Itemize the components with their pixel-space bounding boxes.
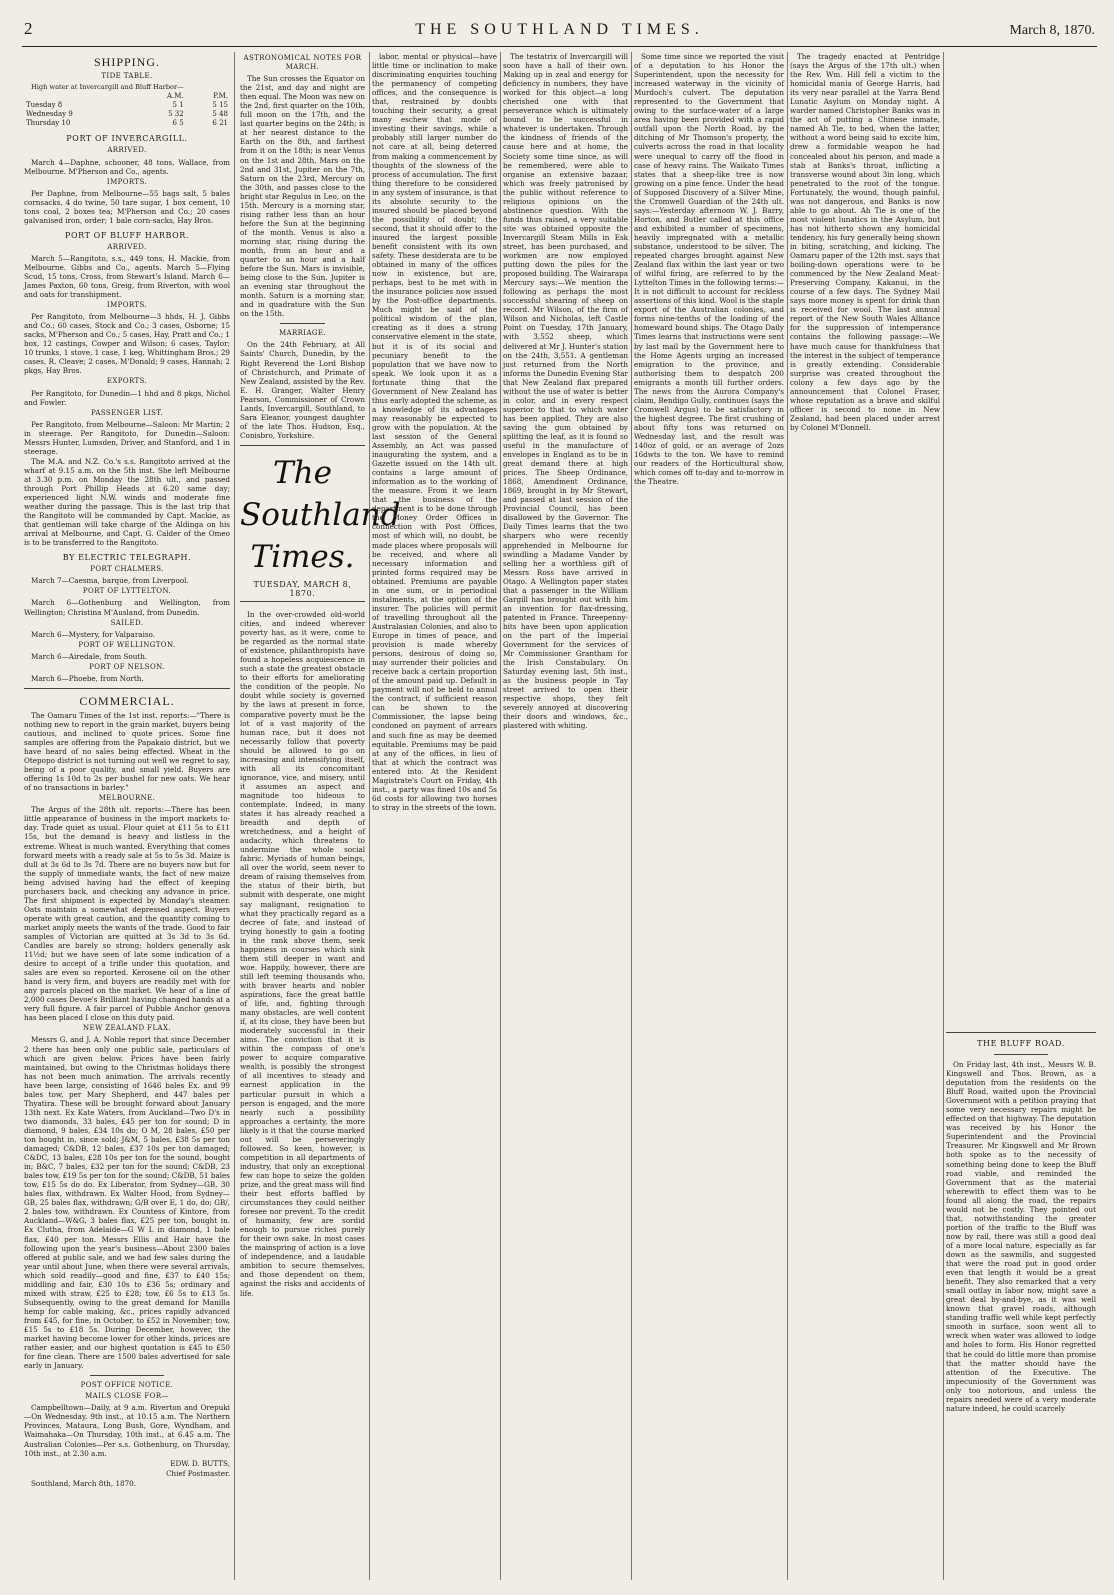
column-astronomy-leader [240, 52, 401, 1580]
post-office-heading: POST OFFICE NOTICE. [80, 1381, 174, 1390]
sub-heading: IMPORTS. [106, 177, 148, 186]
tide-caption: High water at Invercargill and Bluff Harbor— [31, 83, 184, 92]
shipping-entry: Per Rangitoto, from Melbourne—Saloon: Mr Martin; 2 in steerage. Per Rangitoto, for Dunedin—Saloon: Messrs Hunter, Lumsden, Driver, and Stanford, and 1 in steerage. [24, 419, 230, 456]
tide-table [24, 92, 230, 128]
port-heading: PORT OF INVERCARGILL. [66, 134, 188, 144]
tide-cell: Wednesday 9 [26, 110, 73, 119]
port-heading: PORT OF WELLINGTON. [78, 640, 176, 649]
sub-heading: ARRIVED. [107, 146, 147, 155]
shipping-entry: March 6—Mystery, for Valparaiso. [31, 629, 156, 639]
column-rule [369, 52, 370, 1580]
telegraph-heading: BY ELECTRIC TELEGRAPH. [62, 553, 192, 563]
column-rule [943, 52, 944, 1580]
masthead [22, 19, 1097, 47]
divider [90, 1375, 164, 1376]
postmaster-name: EDW. D. BUTTS, [170, 1458, 230, 1468]
tide-cell: 5 48 [212, 110, 228, 119]
tide-cell: 6 5 [172, 119, 184, 128]
section-heading-commercial: COMMERCIAL. [79, 693, 175, 708]
port-heading: PORT OF LYTTELTON. [82, 587, 172, 596]
shipping-note: The M.A. and N.Z. Co.'s s.s. Rangitoto arrived at the wharf at 9.15 a.m. on the 5th inst. She left Melbourne at 3.30 p.m. on Monday the 28th ult., and passed through Port Phillip Heads at 6.20 same day; experienced light N.W. winds and moderate fine weather during the passage. This is the last trip that the Rangitoto will be commanded by Capt. Mackie, as that gentleman will take charge of the Aldinga on his arrival at Melbourne, and Capt. G. Calder of the Omeo is to be transferred to the Rangitoto. [24, 456, 230, 548]
commercial-paragraph: The Oamaru Times of the 1st inst. reports:—"There is nothing new to report in the grain market, buyers being cautious, and inclined to quote prices. Some fine samples are offering from the Papakaio district, but we have heard of no sales being effected. Wheat in the Otepopo district is not turning out well we regret to say, being of a poor quality, and small yield. Buyers are offering 1s 10d to 2s per bushel for new oats. We hear of no transactions in barley." [24, 710, 230, 793]
shipping-entry: March 6—Phoebe, from North. [31, 673, 144, 683]
sub-heading: IMPORTS. [106, 301, 148, 310]
issue-date: March 8, 1870. [1009, 23, 1095, 38]
column-rule [631, 52, 632, 1580]
shipping-entry: Per Rangitoto, from Melbourne—3 hhds, H. J. Gibbs and Co.; 60 cases, Stock and Co.; 3 cases, Osborne; 15 sacks, M'Pherson and Co.; 5 cases, Hay, Pratt and Co.; 1 box, 12 castings, Cowper and Wilson; 6 cases, Taylor; 10 trunks, 1 stove, 1 case, 1 keg, Whittingham Bros.; 29 cases, R. Cleave; 2 cases, M'Donald; 9 cases, Hannah; 2 pkgs, Hay Bros. [24, 312, 230, 376]
column-rule [787, 52, 788, 1580]
column-4 [503, 52, 628, 1580]
shipping-entry: March 4—Daphne, schooner, 48 tons, Wallace, from Melbourne. M'Pherson and Co., agents. [24, 157, 230, 176]
port-heading: PORT OF BLUFF HARBOR. [64, 230, 190, 240]
tide-header-cell: A.M. [166, 92, 184, 101]
sub-heading: NEW ZEALAND FLAX. [83, 1024, 171, 1033]
tide-cell: Tuesday 8 [26, 101, 63, 110]
tide-cell: 5 1 [172, 101, 184, 110]
tide-row [24, 119, 230, 128]
postmaster-title: Chief Postmaster. [166, 1468, 230, 1478]
shipping-entry: Per Daphne, from Melbourne—55 bags salt, 5 bales cornsacks, 4 do twine, 50 tare sugar, 1 box cement, 10 tons coal, 2 boxes tea; M'Pherson and Co.; 20 cases galvanised iron, order; 1 bale corn-sacks, Hay Bros. [24, 188, 230, 225]
marriage-heading: MARRIAGE. [278, 329, 327, 338]
shipping-entry: Per Rangitoto, for Dunedin—1 hhd and 8 pkgs, Nichol and Fowler. [24, 388, 230, 407]
tide-cell: Thursday 10 [26, 119, 71, 128]
column-rule [500, 52, 501, 1580]
sub-heading: EXPORTS. [106, 377, 148, 386]
shipping-entry: March 7—Caesma, barque, from Liverpool. [31, 576, 189, 586]
port-heading: PORT OF NELSON. [89, 662, 165, 671]
article-text: The testatrix of Invercargill will soon have a hall of their own. Making up in zeal and energy for deficiency in numbers, they have worked for this object—a long cherished one with that perseverance which is ultimately bound to be successful in whatever is undertaken. Through the kindness of friends of the cause here and at home, the Society some time since, as will be remembered, were able to organise an extensive bazaar, which was freely patronised by the public without reference to religious opinions on the abstinence question. With the funds thus raised, a very suitable site was obtained opposite the Invercargill Steam Mills in Esk street, has been purchased, and workmen are now employed putting down the piles for the proposed building. The Wairarapa Mercury says:—We mention the following as perhaps the most successful shearing of sheep on record. Mr Wilson, of the firm of Wilson and Nicholas, left Castle Point on Tuesday, 17th January, with 3,552 sheep, which delivered at Mr J. Hunter's station on the 24th, 3,551. A gentleman just returned from the North informs the Dunedin Evening Star that New Zealand flax prepared without the use of water is better in color, and in every respect superior to that to which water has been applied. They are also saving the gum obtained by splitting the leaf, as it is found so useful in the manufacture of envelopes in England as to be in great demand there at high prices. The Sheep Ordinance, 1868, Amendment Ordinance, 1869, brought in by Mr Stewart, and passed at last session of the Provincial Council, has been disallowed by the Governor. The Daily Times learns that the two sharpers who were recently apprehended in Melbourne for swindling a Madame Vander by selling her a worthless gift of Messrs Ross have arrived in Otago. A Wellington paper states that a passenger in the William Gargill has brought out with him an invention for flax-dressing, patented in France. Threepenny-bits have been upon application on the part of the Imperial Government for the services of Mr Commissioner Grantham for the Irish Constabulary. On Saturday evening last, 5th inst., as the business people in Tay street arrived to open their respective shops, they felt severely annoyed at discovering their doors and windows, &c., plastered with whiting. [503, 52, 628, 731]
leader-date: TUESDAY, MARCH 8, 1870. [240, 580, 365, 602]
sub-heading: MELBOURNE. [98, 794, 156, 803]
divider [994, 1054, 1048, 1055]
leader-article: In the over-crowded old-world cities, and indeed wherever poverty has, as it were, come to be regarded as the normal state of existence, philanthropists have found a hopeless acquiescence in such a state the greatest obstacle to their efforts for ameliorating the condition of the people. No doubt while society is governed by the laws at present in force, comparative poverty must be the lot of a vast majority of the human race, but it does not necessarily follow that poverty should be allowed to go on increasing and intensifying itself, with all its concomitant ignorance, vice, and misery, until it assumes an aspect and magnitude too hideous to contemplate. Indeed, in many states it has already reached a breadth and depth of wretchedness, and a height of audacity, which threatens to undermine the whole social fabric. Myriads of human beings, all over the world, seem never to dream of raising themselves from the status of their birth, but submit with desperate, one might say malignant, resignation to what they practically regard as a decree of fate, and instead of trying honestly to gain a footing in the rank above them, seek happiness in courses which sink them still deeper in want and woe. Happily, however, there are still left teeming thousands who, with braver hearts and nobler aspirations, face the great battle of life, and, fighting through many obstacles, are well content if, at its close, they have been but moderately successful in their aims. The conviction that it is within the compass of one's power to acquire comparative wealth, is possibly the strongest of all incentives to steady and earnest application in the particular pursuit in which a person is engaged, and the more nearly such a possibility approaches a certainty, the more likely is it that the course marked out will be perseveringly followed. So keen, however, is competition in all departments of industry, that only an exceptional few can hope to seize the golden prize, and the great mass will find their best efforts baffled by circumstances they could neither foresee nor prevent. To the credit of humanity, few are sordid enough to pursue riches purely for their own sake. In most cases the mainspring of action is a love of independence, and a laudable ambition to secure themselves, and those dependent on them, against the risks and accidents of life. [240, 610, 365, 1298]
bluff-road-article: On Friday last, 4th inst., Messrs W. B. Kingswell and Thos. Brown, as a deputation from the residents on the Bluff Road, waited upon the Provincial Government with a petition praying that some very necessary repairs might be effected on that highway. The deputation was received by his Honor the Superintendent and the Provincial Treasurer. Mr Kingswell and Mr Brown both spoke as to the necessity of something being done to keep the Bluff road viable, and reminded the Government that as the material wherewith to effect them was to be found all along the road, the repairs would not be costly. They pointed out that, notwithstanding the greater portion of the traffic to the Bluff was now by rail, there was still a good deal of a more local nature, especially as far down as the sawmills, and suggested that were the road put in good order even that length it would be a great benefit. They also remarked that a very small outlay in labor now, might save a great deal by-and-bye, as it was well known that gravel roads, although standing traffic well while kept perfectly smooth in surface, soon went all to wreck when water was allowed to lodge and holes to form. His Honor regretted that he could do little more than promise that the matter should have the attention of the Executive. The impecuniosity of the Government was only too notorious, and unless the repairs needed were of a very moderate nature indeed, he could scarcely [946, 1060, 1096, 1413]
divider [280, 323, 325, 324]
column-3 [372, 52, 497, 1580]
astronomy-heading: ASTRONOMICAL NOTES FOR MARCH. [243, 54, 362, 72]
article-text: The tragedy enacted at Pentridge (says the Argus of the 17th ult.) when the Rev. Wm. Hill fell a victim to the homicidal mania of George Harris, had its very near parallel at the Yarra Bend Lunatic Asylum on Monday night. A warder named Christopher Banks was in the act of putting a Chinese inmate, named Ah Tie, to bed, when the latter, without a word being said to excite him, drew a formidable weapon he had concealed about his person, and made a stab at Banks's throat, inflicting a transverse wound about 3in long, which penetrated to the root of the tongue. Fortunately, the wound, though painful, was not dangerous, and Banks is now able to go about. Ah Tie is one of the most violent lunatics in the Asylum, but has not hitherto shown any homicidal tendency, his fury generally being shown in biting, scratching, and kicking. The Oamaru paper of the 12th inst. says that boiling-down operations were to be commenced by the New Zealand Meat-Preserving Company, Kakanui, in the course of a few days. The Sydney Mail says more money is spent for drink than is received for wool. The last annual report of the New South Wales Alliance for the suppression of intemperance contains the following passage:—We have much cause for thankfulness that the interest in the subject of temperance is greatly extending. Considerable surprise was created throughout the colony a few days ago by the announcement that Colonel Fraser, whose reputation as a brave and skilful officer is second to none in New Zealand, had been placed under arrest by Colonel M'Donnell. [790, 52, 940, 432]
page-number: 2 [24, 19, 33, 38]
commercial-paragraph: Messrs G. and J. A. Noble report that since December 2 there has been only one public sale, particulars of which are given below. Prices have been fairly maintained, but owing to the Christmas holidays there has not been much animation. The arrivals recently have been large, consisting of 1646 bales Ex. and 99 bales tow, per Mary Shepherd, and 447 bales per Thyatira. These will be brought forward about January 13th next. Ex Kate Waters, from Auckland—Two D's in two diamonds, 33 bales, £45 per ton for sound; D in diamond, 9 bales, £34 10s do; O M, 28 bales, £50 per ton bought in, since sold; J&M, 5 bales, £38 5s per ton damaged; C&DB, 12 bales, £37 10s per ton damaged; C&DC, 13 bales, £28 10s per ton for the sound, bought in; B&C, 7 bales, £32 per ton for the sound; C&DB, 23 bales tow, £19 5s per ton for the sound; C&DB, 51 bales tow, £15 5s do do. Ex Liberator, from Sydney—GB, 30 bales flax, withdrawn. Ex Walter Hood, from Sydney—GB, 25 bales flax, withdrawn; G/B over E, 1 do, do; GB/, 2 bales tow, withdrawn. Ex Countess of Kintore, from Auckland—W&G, 3 bales flax, £25 per ton, bought in. Ex Clutha, from Adelaide—G W L in diamond, 1 bale flax, £40 per ton. Messrs Ellis and Hair have the following upon the year's business—About 2300 bales offered at public sale, and we had few sales during the year until about June, when there were several arrivals, which sold readily—good and fine, £37 to £40 15s; middling and fair, £30 10s to £36 5s; ordinary and mixed with straw, £25 to £28; tow, £6 5s to £13 5s. Subsequently, owing to the great demand for Manilla hemp for cable making, &c., prices rapidly advanced from £45, for fine, in October, to £52 in November; tow, £15 5s to £18 5s. During December, however, the market having become lower for other kinds, prices are rather easier, and our highest quotation is £45 to £50 for fine clean. There are 1500 bales advertised for sale early in January. [24, 1035, 230, 1371]
shipping-entry: March 6—Gothenburg and Wellington, from Wellington; Christina M'Ausland, from Dunedin. [24, 598, 230, 617]
tide-row [24, 110, 230, 119]
column-rule [234, 52, 235, 1580]
shipping-entry: March 6—Airedale, from South. [31, 651, 148, 661]
post-office-text: Campbelltown—Daily, at 9 a.m. Riverton and Orepuki—On Wednesday, 9th inst., at 10.15 a.m. The Northern Provinces, Mataura, Long Bush, Gore, Wyndham, and Waimahaka—On Thursday, 10th inst., at 6.45 a.m. The Australian Colonies—Per s.s. Gothenburg, on Thursday, 10th inst., at 2.30 a.m. [24, 1403, 230, 1458]
tide-table-heading: TIDE TABLE. [101, 72, 153, 80]
article-text: Some time since we reported the visit of a deputation to his Honor the Superintendent, upon the necessity for increased waterway in the vicinity of Murdoch's culvert. The deputation represented to the Government that owing to the surface-water of a large area having been provided with a rapid outfall upon the North Road, by the ditching of Mr Thomson's property, the culverts across the road in that locality were unequal to carry off the flood in case of heavy rains. The Waikato Times states that a sheep-like tree is now growing on a pine fence. Under the head of Supposed Discovery of a Silver Mine, the Cromwell Guardian of the 24th ult. says:—Yesterday afternoon W. J. Barry, Horton, and Butler called at this office and exhibited a number of specimens, heavily impregnated with a metallic substance, understood to be silver. The repeated charges brought against New Zealand flax within the last year or two of wilful firing, are referred to by the Lyttelton Times in the following terms:—It is not difficult to account for reckless assertions of this kind. Wool is the staple export of the Australian colonies, and forms nine-tenths of the loading of the homeward bound ships. The Otago Daily Times learns that instructions were sent by last mail by the Government here to the Home Agents urging an increased emigration to the province, and authorising them to despatch 200 emigrants a month till further orders. The news from the Aurora Company's claim, Bendigo Gully, continues (says the Cromwell Argus) to be satisfactory in the highest degree. The first crushing of about fifty tons was returned on Wednesday last, and the result was 140oz of gold, or an average of 2ozs 16dwts to the ton. We have to remind our readers of the Horticultural show, which comes off to-day and to-morrow in the Theatre. [634, 52, 784, 487]
divider [946, 1032, 1096, 1033]
bluff-road-heading: THE BLUFF ROAD. [977, 1039, 1065, 1048]
column-5 [634, 52, 784, 1580]
article-text: labor, mental or physical—have little time or inclination to make discriminating enquiries touching the permanency of competing offices, and the consequence is that, restrained by doubts touching their security, a great many eschew that mode of investing their savings, while a probably still larger number do not care at all, being deterred from making a commencement by thoughts of the slowness of the process of accumulation. The first thing therefore to be considered in any system of insurance, is that its absolute security to the insured should be placed beyond the possibility of doubt; the second, that it should offer to the insured the largest possible benefit consistent with its own safety. These desiderata are to be obtained in many of the offices now in existence, but are, perhaps, best to be met with in the insurance policies now issued by the Post-office departments. Much might be said of the political wisdom of the plan, creating as it does a strong conservative element in the state, but it is of its social and pecuniary benefit to the population that we have now to speak. We look upon it as a fortunate thing that the Government of New Zealand has thus early adopted the scheme, as a knowledge of its advantages may reasonably be expected to grow with the population. At the last session of the General Assembly, an Act was passed inaugurating the system, and a Gazette issued on the 14th ult. contains a large amount of information as to the working of the measure. From it we learn that the business of the department is to be done through the Money Order Offices in connection with Post Offices, most of which will, no doubt, be made places where proposals will be received, and where all necessary information and printed forms required may be obtained. Premiums are payable in one sum, or in periodical instalments, at the option of the insurer. The policies will permit of travelling throughout all the Australasian Colonies, and also to Europe in times of peace, and provision is made whereby persons, desirous of doing so, may surrender their policies and receive back a certain proportion of the amount paid up. Default in payment will not be held to annul the contract, if sufficient reason can be shown to the Commissioner, the lapse being condoned on payment of arrears and such fine as may be deemed equitable. Premiums may be paid at any of the offices, in lieu of that at which the contract was entered into. At the Resident Magistrate's Court on Friday, 4th inst., a party was fined 10s and 5s 6d costs for allowing two horses to stray in the streets of the town. [372, 52, 497, 812]
commercial-paragraph: The Argus of the 28th ult. reports:—There has been little appearance of business in the import markets to-day. Trade quiet as usual. Flour quiet at £11 5s to £11 15s, but the demand is heavy and listless in the extreme. Wheat is much wanted. Everything that comes forward meets with a ready sale at 5s to 5s 3d. Maize is dull at 3s 6d to 3s 7d. There are no buyers now but for the supply of immediate wants, the fact of new maize being advised having had the effect of keeping purchasers back, and checking any advance in price. The first shipment is expected by Monday's steamer. Oats maintain a somewhat depressed aspect. Buyers operate with great caution, and the quantity coming to market amply meets the wants of the trade. Good to fair samples of Victorian are quitted at 3s 3d to 3s 6d. Candles are barely so strong; holders generally ask 11½d; but we have seen of late some indication of a desire to accept of a trifle under this quotation, and sales are even so reported. Kerosene oil on the other hand is very firm, and buyers are readily met with for any parcels placed on the market. We hear of a line of 2,000 cases Devoe's Brilliant having changed hands at a very full figure. A fair parcel of Pubble Anchor genova has been placed I close on this duty paid. [24, 805, 230, 1023]
column-7 [946, 52, 1096, 1580]
tide-row [24, 101, 230, 110]
post-footer: Southland, March 8th, 1870. [31, 1478, 137, 1488]
tide-cell: 5 32 [168, 110, 184, 119]
shipping-entry: March 5—Rangitoto, s.s., 449 tons, H. Mackie, from Melbourne. Gibbs and Co., agents. March 5—Flying Scud, 15 tons, Cross, from Stewart's Island. March 6—James Paxton, 60 tons, Greig, from Riverton, with wool and oats for transhipment. [24, 253, 230, 300]
tide-header-cell [24, 92, 139, 101]
section-heading-shipping: SHIPPING. [93, 55, 160, 69]
column-6 [790, 52, 940, 1580]
divider [24, 688, 230, 689]
sub-heading: SAILED. [110, 618, 144, 627]
newspaper-title: THE SOUTHLAND TIMES. [415, 21, 704, 38]
marriage-notice: On the 24th February, at All Saints' Church, Dunedin, by the Right Reverend the Lord Bishop of Christchurch, and Primate of New Zealand, assisted by the Rev. E. H. Granger, Walter Henry Pearson, Commissioner of Crown Lands, Invercargill, Southland, to Sara Eleanor, youngest daughter of the late Thos. Hudson, Esq., Conisbro, Yorkshire. [240, 340, 365, 440]
port-heading: PORT CHALMERS. [90, 565, 164, 574]
divider [240, 445, 365, 446]
column-shipping-commercial [24, 52, 230, 1580]
sub-heading: ARRIVED. [107, 242, 147, 251]
tide-header-cell: P.M. [213, 92, 228, 101]
newspaper-logo: The Southland Times. [240, 454, 401, 575]
sub-heading: PASSENGER LIST. [90, 408, 164, 417]
tide-cell: 6 21 [212, 119, 228, 128]
tide-cell: 5 15 [212, 101, 228, 110]
sub-heading: MAILS CLOSE FOR— [85, 1392, 169, 1401]
astronomy-text: The Sun crosses the Equator on the 21st, and day and night are then equal. The Moon was new on the 2nd, first quarter on the 10th, full moon on the 17th, and the last quarter begins on the 24th; is at her nearest distance to the Earth on the 8th, and farthest from it on the 18th; is near Venus on the 1st and 28th, Mars on the 2nd and 31st, Jupiter on the 7th, Saturn on the 23rd, Mercury on the 30th, and passes close to the bright star Regulus in Leo, on the 15th. Mercury is a morning star, rising rather less than an hour before the Sun at the beginning of the month. Venus is also a morning star, rising during the month, from an hour and a quarter to an hour and a half before the Sun. Mars is invisible, being close to the Sun. Jupiter is an evening star throughout the month. Saturn is a morning star, and in quadrature with the Sun on the 15th. [240, 74, 365, 319]
